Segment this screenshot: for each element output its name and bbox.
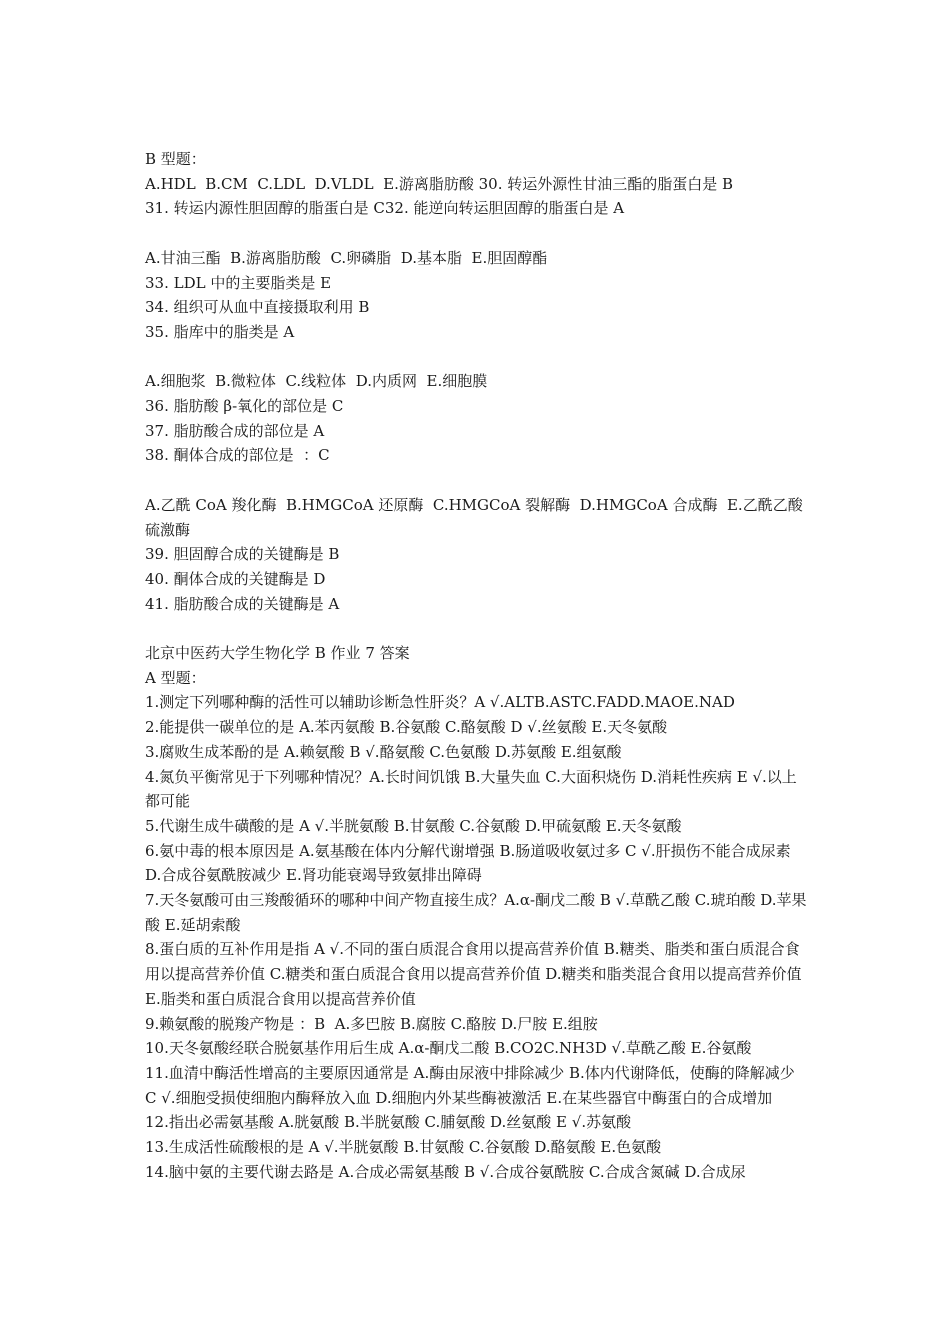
question-6: 6.氨中毒的根本原因是 A.氨基酸在体内分解代谢增强 B.肠道吸收氨过多 C √.肝损伤不能合成尿素 D.合成谷氨酰胺减少 E.肾功能衰竭导致氨排出障碍 <box>145 841 796 885</box>
question-14: 14.脑中氨的主要代谢去路是 A.合成必需氨基酸 B √.合成谷氨酰胺 C.合成含氮碱 D.合成尿 <box>145 1162 746 1181</box>
answer-line: 33. LDL 中的主要脂类是 E <box>145 273 332 292</box>
answer-line: 34. 组织可从血中直接摄取利用 B <box>145 298 370 317</box>
answer-line: 31. 转运内源性胆固醇的脂蛋白是 C32. 能逆向转运胆固醇的脂蛋白是 A <box>145 199 625 218</box>
option-list-enzymes: A.乙酰 CoA 羧化酶 B.HMGCoA 还原酶 C.HMGCoA 裂解酶 D.HMGCoA 合成酶 E.乙酰乙酸硫激酶 <box>145 495 803 539</box>
question-10: 10.天冬氨酸经联合脱氨基作用后生成 A.α-酮戊二酸 B.CO2C.NH3D √.草酰乙酸 E.谷氨酸 <box>145 1039 752 1058</box>
paragraph-gap <box>145 468 810 493</box>
answer-block-key-enzymes <box>145 493 810 617</box>
question-2: 2.能提供一碳单位的是 A.苯丙氨酸 B.谷氨酸 C.酪氨酸 D √.丝氨酸 E.天冬氨酸 <box>145 718 668 737</box>
document-page <box>145 147 810 1184</box>
answer-line: 39. 胆固醇合成的关键酶是 B <box>145 545 340 564</box>
question-1: 1.测定下列哪种酶的活性可以辅助诊断急性肝炎？A √.ALTB.ASTC.FADD.MAOE.NAD <box>145 693 735 712</box>
answer-line: 36. 脂肪酸 β-氧化的部位是 C <box>145 397 344 415</box>
option-list-cell-locations: A.细胞浆 B.微粒体 C.线粒体 D.内质网 E.细胞膜 <box>145 372 488 391</box>
answer-line: 35. 脂库中的脂类是 A <box>145 322 295 341</box>
question-3: 3.腐败生成苯酚的是 A.赖氨酸 B √.酪氨酸 C.色氨酸 D.苏氨酸 E.组氨酸 <box>145 742 622 761</box>
answer-block-homework-7 <box>145 641 810 1184</box>
homework-title: 北京中医药大学生物化学 B 作业 7 答案 <box>145 644 410 662</box>
question-13: 13.生成活性硫酸根的是 A √.半胱氨酸 B.甘氨酸 C.谷氨酸 D.酪氨酸 E.色氨酸 <box>145 1138 662 1157</box>
question-12: 12.指出必需氨基酸 A.胱氨酸 B.半胱氨酸 C.脯氨酸 D.丝氨酸 E √.苏氨酸 <box>145 1113 632 1132</box>
answer-line: 37. 脂肪酸合成的部位是 A <box>145 421 325 440</box>
question-11: 11.血清中酶活性增高的主要原因通常是 A.酶由尿液中排除减少 B.体内代谢降低，使酶的降解减少 C √.细胞受损使细胞内酶释放入血 D.细胞内外某些酶被激活 E.在某些器官中酶蛋白的合成增加 <box>145 1063 800 1107</box>
option-list-lipoproteins: A.HDL B.CM C.LDL D.VLDL E.游离脂肪酸 30. 转运外源性甘油三酯的脂蛋白是 B <box>145 174 734 193</box>
question-7: 7.天冬氨酸可由三羧酸循环的哪种中间产物直接生成？A.α-酮戊二酸 B √.草酰乙酸 C.琥珀酸 D.苹果酸 E.延胡索酸 <box>145 891 807 934</box>
answer-block-cell-locations <box>145 369 810 468</box>
answer-block-lipids <box>145 246 810 345</box>
option-list-lipids: A.甘油三酯 B.游离脂肪酸 C.卵磷脂 D.基本脂 E.胆固醇酯 <box>145 248 548 267</box>
section-heading-a-type: A 型题： <box>145 668 206 687</box>
answer-block-lipoproteins <box>145 147 810 221</box>
section-heading-b-type: B 型题： <box>145 150 206 168</box>
answer-line: 40. 酮体合成的关键酶是 D <box>145 569 326 588</box>
question-5: 5.代谢生成牛磺酸的是 A √.半胱氨酸 B.甘氨酸 C.谷氨酸 D.甲硫氨酸 E.天冬氨酸 <box>145 816 682 835</box>
question-9: 9.赖氨酸的脱羧产物是 ：B A.多巴胺 B.腐胺 C.酪胺 D.尸胺 E.组胺 <box>145 1014 598 1033</box>
paragraph-gap <box>145 221 810 246</box>
answer-line: 41. 脂肪酸合成的关键酶是 A <box>145 594 340 613</box>
question-4: 4.氮负平衡常见于下列哪种情况？A.长时间饥饿 B.大量失血 C.大面积烧伤 D.消耗性疾病 E √.以上都可能 <box>145 767 797 811</box>
question-8: 8.蛋白质的互补作用是指 A √.不同的蛋白质混合食用以提高营养价值 B.糖类、脂类和蛋白质混合食用以提高营养价值 C.糖类和蛋白质混合食用以提高营养价值 D.糖类和脂类混合食用以提高营养价值 E.脂类和蛋白质混合食用以提高营养价值 <box>145 940 807 1008</box>
paragraph-gap <box>145 616 810 641</box>
paragraph-gap <box>145 345 810 370</box>
answer-line: 38. 酮体合成的部位是 ：C <box>145 446 330 465</box>
